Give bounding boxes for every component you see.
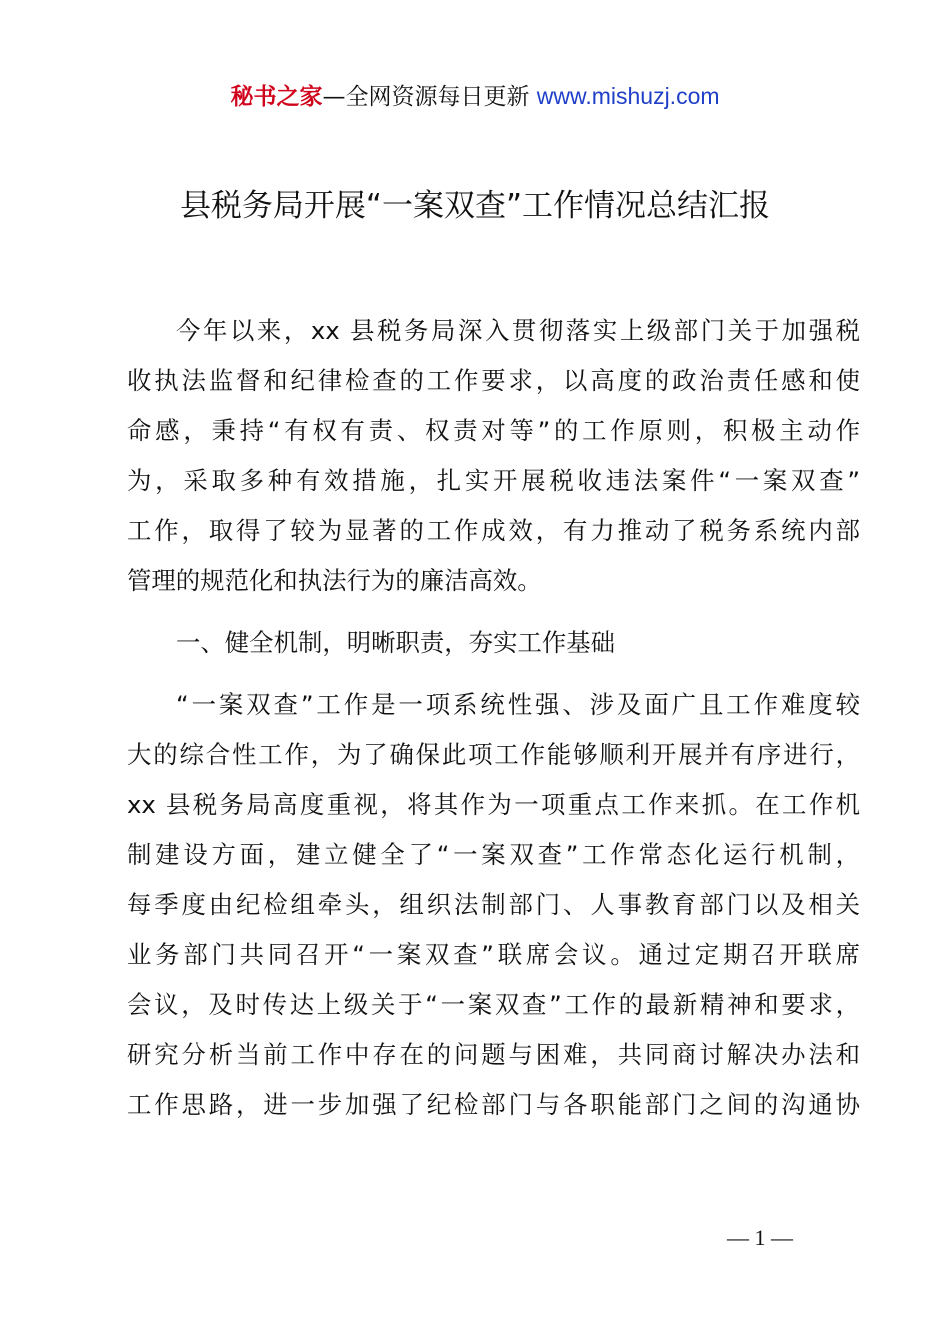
brand-name: 秘书之家: [230, 84, 323, 110]
paragraph-line: 会议，及时传达上级关于“一案双查”工作的最新精神和要求，: [127, 990, 860, 1019]
paragraph-line: 制建设方面，建立健全了“一案双查”工作常态化运行机制，: [127, 840, 860, 869]
page-number: — 1 —: [727, 1225, 793, 1250]
site-header: [0, 80, 950, 113]
paragraph-line: 工作思路，进一步加强了纪检部门与各职能部门之间的沟通协: [127, 1090, 860, 1119]
paragraph-line: 命感，秉持“有权有责、权责对等”的工作原则，积极主动作: [127, 416, 860, 445]
paragraph-line: 每季度由纪检组牵头，组织法制部门、人事教育部门以及相关: [127, 890, 860, 919]
paragraph-line: 管理的规范化和执法行为的廉洁高效。: [127, 566, 542, 595]
section-heading: 一、健全机制，明晰职责，夯实工作基础: [176, 628, 616, 657]
paragraph-line: “一案双查”工作是一项系统性强、涉及面广且工作难度较: [176, 690, 860, 719]
paragraph-line: 工作，取得了较为显著的工作成效，有力推动了税务系统内部: [127, 516, 860, 545]
paragraph-line: 为，采取多种有效措施，扎实开展税收违法案件“一案双查”: [127, 466, 860, 495]
paragraph-line: 今年以来，xx 县税务局深入贯彻落实上级部门关于加强税: [176, 316, 860, 345]
paragraph-line: 收执法监督和纪律检查的工作要求，以高度的政治责任感和使: [127, 366, 860, 395]
site-url-link[interactable]: www.mishuzj.com: [536, 83, 720, 109]
header-slogan: —全网资源每日更新: [322, 84, 530, 110]
document-body: [127, 306, 860, 1130]
document-title: 县税务局开展“一案双查”工作情况总结汇报: [179, 188, 771, 224]
paragraph-line: 研究分析当前工作中存在的问题与困难，共同商讨解决办法和: [127, 1040, 860, 1069]
paragraph-line: 大的综合性工作，为了确保此项工作能够顺利开展并有序进行，: [127, 740, 860, 769]
paragraph-line: 业务部门共同召开“一案双查”联席会议。通过定期召开联席: [127, 940, 860, 969]
paragraph-line: xx 县税务局高度重视，将其作为一项重点工作来抓。在工作机: [127, 790, 860, 819]
